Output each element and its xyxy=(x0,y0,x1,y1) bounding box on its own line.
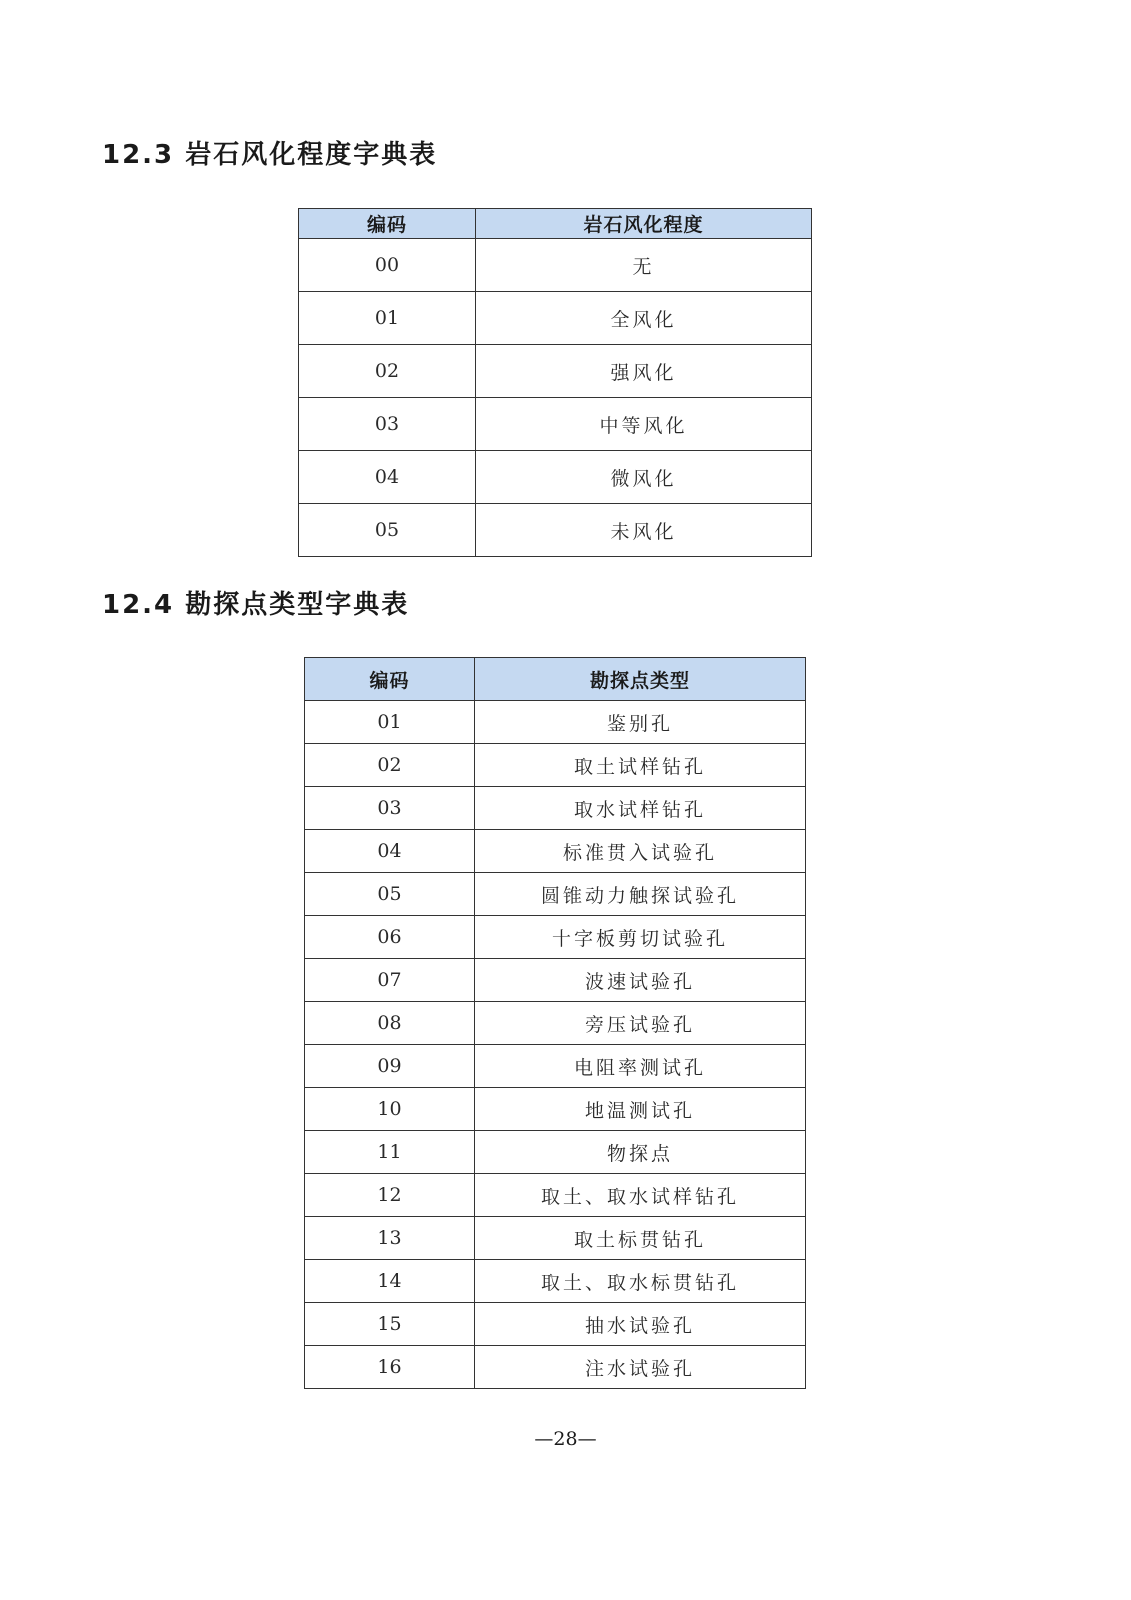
table-row xyxy=(299,239,812,292)
column-header-weathering-degree: 岩石风化程度 xyxy=(476,209,812,239)
table-row xyxy=(305,1346,806,1389)
table-row xyxy=(305,701,806,744)
code-cell: 03 xyxy=(299,398,476,451)
column-header-point-type: 勘探点类型 xyxy=(475,658,806,701)
table-row xyxy=(305,744,806,787)
code-cell: 04 xyxy=(305,830,475,873)
code-cell: 08 xyxy=(305,1002,475,1045)
name-cell: 电阻率测试孔 xyxy=(475,1045,806,1088)
exploration-point-type-table xyxy=(304,657,806,1389)
code-cell: 13 xyxy=(305,1217,475,1260)
code-cell: 09 xyxy=(305,1045,475,1088)
name-cell: 鉴别孔 xyxy=(475,701,806,744)
table-header-row xyxy=(305,658,806,701)
name-cell: 圆锥动力触探试验孔 xyxy=(475,873,806,916)
name-cell: 微风化 xyxy=(476,451,812,504)
name-cell: 取土、取水试样钻孔 xyxy=(475,1174,806,1217)
table-row xyxy=(305,1002,806,1045)
table-row xyxy=(305,787,806,830)
name-cell: 旁压试验孔 xyxy=(475,1002,806,1045)
table-row xyxy=(299,345,812,398)
name-cell: 中等风化 xyxy=(476,398,812,451)
table-header-row xyxy=(299,209,812,239)
name-cell: 取土试样钻孔 xyxy=(475,744,806,787)
table-row xyxy=(305,1217,806,1260)
name-cell: 未风化 xyxy=(476,504,812,557)
name-cell: 注水试验孔 xyxy=(475,1346,806,1389)
code-cell: 02 xyxy=(305,744,475,787)
code-cell: 03 xyxy=(305,787,475,830)
name-cell: 全风化 xyxy=(476,292,812,345)
section-heading-exploration-point-type: 12.4 勘探点类型字典表 xyxy=(102,590,410,620)
name-cell: 取水试样钻孔 xyxy=(475,787,806,830)
column-header-code: 编码 xyxy=(299,209,476,239)
name-cell: 无 xyxy=(476,239,812,292)
code-cell: 05 xyxy=(305,873,475,916)
name-cell: 抽水试验孔 xyxy=(475,1303,806,1346)
name-cell: 强风化 xyxy=(476,345,812,398)
name-cell: 标准贯入试验孔 xyxy=(475,830,806,873)
table-row xyxy=(305,1260,806,1303)
code-cell: 04 xyxy=(299,451,476,504)
section-heading-rock-weathering: 12.3 岩石风化程度字典表 xyxy=(102,140,438,170)
name-cell: 取土标贯钻孔 xyxy=(475,1217,806,1260)
name-cell: 物探点 xyxy=(475,1131,806,1174)
page-number: —28— xyxy=(534,1428,597,1450)
table-row xyxy=(305,830,806,873)
code-cell: 05 xyxy=(299,504,476,557)
code-cell: 14 xyxy=(305,1260,475,1303)
table-row xyxy=(299,451,812,504)
table-row xyxy=(305,959,806,1002)
table-row xyxy=(305,1045,806,1088)
rock-weathering-table xyxy=(298,208,812,557)
column-header-code: 编码 xyxy=(305,658,475,701)
code-cell: 12 xyxy=(305,1174,475,1217)
name-cell: 十字板剪切试验孔 xyxy=(475,916,806,959)
table-row xyxy=(305,873,806,916)
code-cell: 11 xyxy=(305,1131,475,1174)
code-cell: 00 xyxy=(299,239,476,292)
code-cell: 02 xyxy=(299,345,476,398)
table-row xyxy=(299,292,812,345)
table-row xyxy=(305,916,806,959)
table-row xyxy=(305,1303,806,1346)
table-row xyxy=(305,1174,806,1217)
name-cell: 地温测试孔 xyxy=(475,1088,806,1131)
code-cell: 15 xyxy=(305,1303,475,1346)
table-row xyxy=(305,1088,806,1131)
code-cell: 01 xyxy=(299,292,476,345)
code-cell: 10 xyxy=(305,1088,475,1131)
table-row xyxy=(305,1131,806,1174)
table-row xyxy=(299,398,812,451)
name-cell: 取土、取水标贯钻孔 xyxy=(475,1260,806,1303)
table-row xyxy=(299,504,812,557)
code-cell: 06 xyxy=(305,916,475,959)
code-cell: 01 xyxy=(305,701,475,744)
code-cell: 07 xyxy=(305,959,475,1002)
name-cell: 波速试验孔 xyxy=(475,959,806,1002)
code-cell: 16 xyxy=(305,1346,475,1389)
